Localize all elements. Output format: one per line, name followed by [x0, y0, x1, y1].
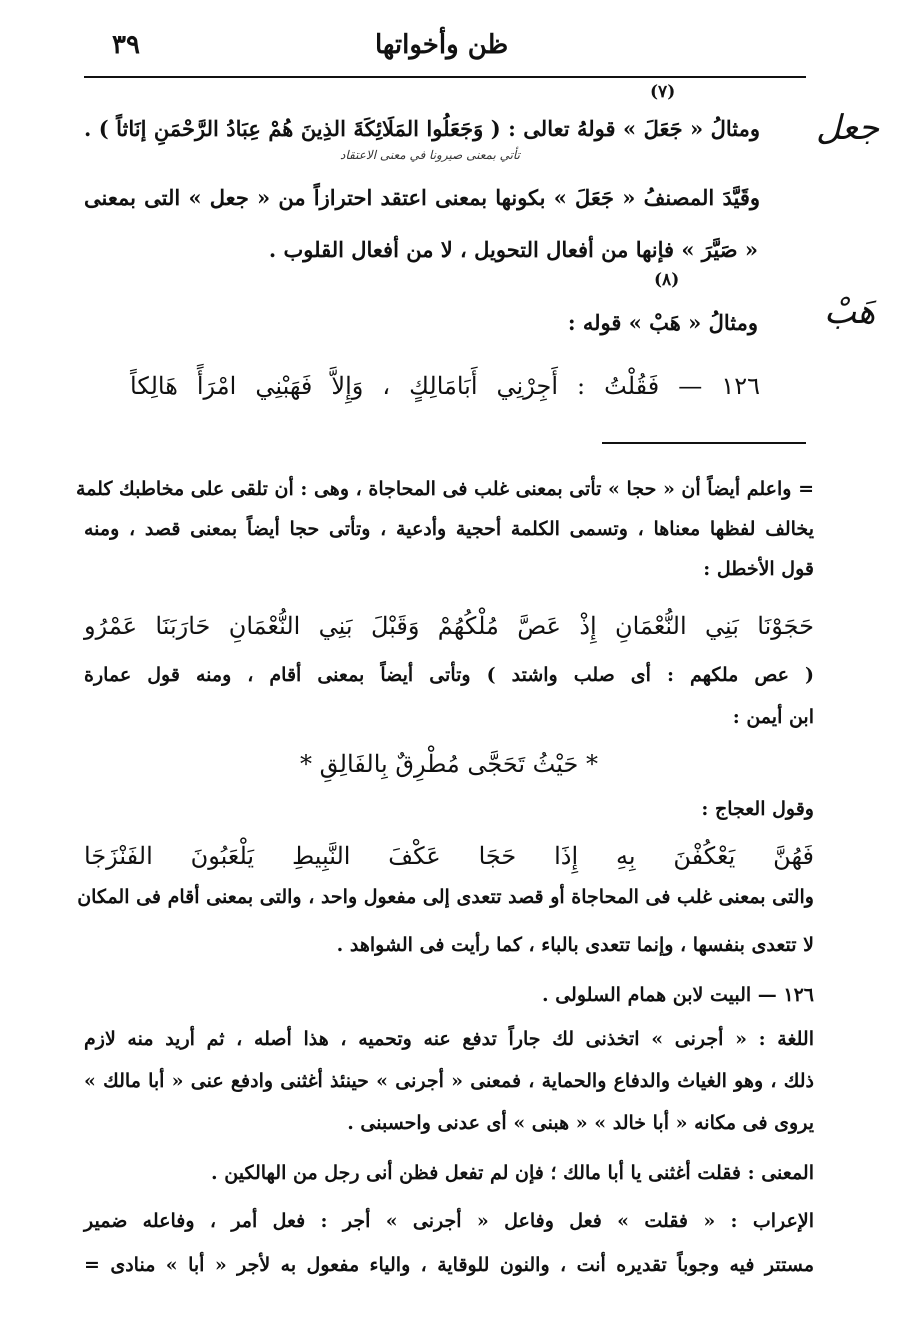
footnote-line-1: = واعلم أيضاً أن « حجا » تأتى بمعنى غلب فى المحاجاة ، وهى : أن تلقى على مخاطبك كلمة [75, 478, 814, 500]
verse-ajjaj: فَهُنَّ يَعْكُفْنَ بِهِ إِذَا حَجَا عَكْفَ النَّبِيطِ يَلْعَبُونَ الفَنْزَجَا [84, 842, 814, 870]
note-marker-8: (٨) [654, 270, 680, 290]
footnote-line-13: المعنى : فقلت أغثنى يا أبا مالك ؛ فإن لم تفعل فظن أنى رجل من الهالكين . [211, 1162, 814, 1184]
footnote-line-4: ( عص ملكهم : أى صلب واشتد ) وتأتى أيضاً بمعنى أقام ، ومنه قول عمارة [84, 664, 814, 686]
main-line-4: ومثالُ « هَبْ » قوله : [567, 310, 758, 335]
footnote-separator [602, 442, 806, 444]
footnote-line-6: وقول العجاج : [701, 798, 814, 820]
footnote-line-7: والتى بمعنى غلب فى المحاجاة أو قصد تتعدى إلى مفعول واحد ، والتى بمعنى أقام فى المكان [77, 886, 814, 908]
margin-note-hab: هَبْ [824, 292, 876, 332]
page-number: ٣٩ [112, 30, 140, 60]
footnote-line-15: مستتر فيه وجوباً تقديره أنت ، والنون للوقاية ، والياء مفعول به لأجر « أبا » منادى = [84, 1254, 814, 1276]
verse-126: ١٢٦ — فَقُلْتُ : أَجِرْنِي أَبَامَالِكٍ ، وَإِلاَّ فَهَبْنِي امْرَأً هَالِكاً [130, 372, 760, 400]
main-line-2: وقَيَّدَ المصنفُ « جَعَلَ » بكونها بمعنى اعتقد احترازاً من « جعل » التى بمعنى [84, 185, 760, 210]
footnote-line-8: لا تتعدى بنفسها ، وإنما تتعدى بالباء ، كما رأيت فى الشواهد . [336, 934, 814, 956]
hemistich-ammara: * حَيْثُ تَحَجَّى مُطْرِقٌ بِالفَالِقِ * [300, 750, 598, 778]
footnote-line-9: ١٢٦ — البيت لابن همام السلولى . [541, 984, 814, 1006]
header-rule [84, 76, 806, 78]
main-line-1: ومثالُ « جَعَلَ » قولهُ تعالى : ( وَجَعَلُوا المَلَائِكَةَ الذِينَ هُمْ عِبَادُ الرَّحْمَنِ إنَاثاً ) . [84, 116, 760, 141]
footnote-line-12: يروى فى مكانه « أبا خالد » « هبنى » أى عدنى واحسبنى . [347, 1112, 814, 1134]
footnote-line-11: ذلك ، وهو الغياث والدفاع والحماية ، فمعنى « أجرنى » حينئذ أغثنى وادفع عنى « أبا مالك » [84, 1070, 814, 1092]
handwritten-gloss: تأتي بمعنى صيرونا في معنى الاعتقاد [340, 148, 520, 162]
footnote-line-14: الإعراب : « فقلت » فعل وفاعل « أجرنى » أجر : فعل أمر ، وفاعله ضمير [84, 1210, 814, 1232]
footnote-line-10: اللغة : « أجرنى » اتخذنى لك جاراً تدفع عنه وتحميه ، هذا أصله ، ثم أريد منه لازم [84, 1028, 814, 1050]
margin-note-jaala: جعل [816, 108, 880, 148]
note-marker-7: (٧) [650, 82, 676, 102]
footnote-line-5: ابن أيمن : [732, 706, 814, 728]
footnote-line-2: يخالف لفظها معناها ، وتسمى الكلمة أحجية وأدعية ، وتأتى حجا أيضاً بمعنى قصد ، ومنه [84, 518, 814, 540]
page-title: ظن وأخواتها [375, 30, 509, 60]
verse-akhtal: حَجَوْنَا بَنِي النُّعْمَانِ إِذْ عَصَّ مُلْكُهُمْ وَقَبْلَ بَنِي النُّعْمَانِ حَارَبَنَا عَمْرُو [84, 612, 814, 640]
footnote-line-3: قول الأخطل : [703, 558, 814, 580]
main-line-3: « صَيَّرَ » فإنها من أفعال التحويل ، لا من أفعال القلوب . [268, 237, 758, 262]
